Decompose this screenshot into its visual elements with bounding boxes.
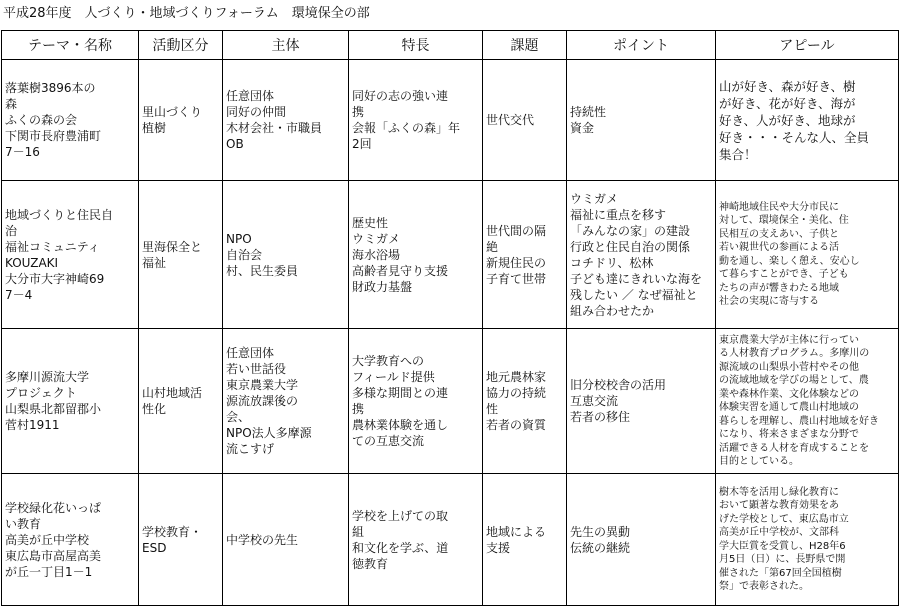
cell-line: 神崎地域住民や大分市民に (719, 201, 839, 213)
cell-line: 好き、人が好き、地球が (719, 112, 856, 128)
cell-line: 学校教育・ (142, 524, 203, 539)
cell-line: が丘一丁目1－1 (5, 564, 93, 579)
cell-line: 子ども達にきれいな海を (570, 271, 703, 286)
cell-line: 流こすげ (226, 442, 275, 456)
cell-line: 組 (352, 524, 365, 539)
cell-line: ての互恵交流 (352, 434, 425, 448)
cell-line: 福祉コミュニティ (5, 239, 100, 254)
cell-entity (223, 474, 349, 606)
cell-line: 高美が丘中学校が、文部科 (719, 527, 839, 538)
cell-line: ふくの森の会 (5, 113, 78, 127)
cell-line: 若者の資質 (486, 418, 547, 432)
cell-issues (483, 329, 567, 474)
cell-line: 里山づくり (142, 105, 203, 119)
cell-line: 下関市長府豊浦町 (5, 129, 102, 143)
cell-line: 若い世話役 (226, 362, 287, 376)
cell-line: 徳教育 (352, 556, 389, 571)
cell-line: 山梨県北都留郡小 (5, 402, 102, 416)
cell-line: 多様な期間との連 (352, 386, 449, 400)
cell-line: 子育て世帯 (486, 271, 547, 286)
cell-line: 絶 (486, 239, 499, 254)
cell-line: 残したい ／ なぜ福祉と (570, 287, 698, 302)
cell-line: 森 (5, 97, 18, 111)
cell-line: 村、民生委員 (226, 263, 299, 278)
cell-line: 大分市大字神崎69 (5, 271, 105, 286)
cell-line: 同好の志の強い連 (352, 89, 449, 103)
cell-line: ウミガメ (570, 191, 619, 206)
cell-line: 高美が丘中学校 (5, 532, 90, 547)
column-header-points: ポイント (567, 31, 716, 60)
cell-features (349, 60, 483, 181)
cell-line: 「みんなの家」の建設 (570, 223, 691, 238)
cell-issues (483, 474, 567, 606)
cell-line: 持続性 (570, 105, 607, 119)
cell-line: 新規住民の (486, 255, 547, 270)
cell-line: 会、 (226, 410, 251, 424)
cell-line: ウミガメ (352, 231, 401, 246)
cell-line: 源流域の山梨県小菅村やその他 (719, 361, 859, 373)
table-row (2, 60, 899, 181)
cell-category (139, 181, 223, 329)
cell-line: 植樹 (142, 121, 167, 135)
header-row (2, 31, 899, 60)
cell-points (567, 181, 716, 329)
cell-line: 目的としている。 (719, 456, 799, 467)
cell-line: 地域づくりと住民自 (5, 207, 114, 222)
cell-appeal (716, 60, 899, 181)
cell-line: 高齢者見守り支援 (352, 263, 449, 278)
column-header-issues: 課題 (483, 31, 567, 60)
cell-line: 若者の移住 (570, 410, 631, 424)
cell-line: KOUZAKI (5, 255, 59, 270)
cell-issues (483, 60, 567, 181)
cell-line: 東広島市高屋高美 (5, 548, 102, 563)
cell-line: 若い親世代の参画による活 (719, 242, 839, 253)
table-row (2, 474, 899, 606)
cell-line: 治 (5, 223, 18, 238)
cell-issues (483, 181, 567, 329)
cell-features (349, 329, 483, 474)
cell-line: 農林業体験を通し (352, 418, 449, 432)
cell-features (349, 181, 483, 329)
cell-line: 地域による (486, 524, 547, 539)
cell-category (139, 60, 223, 181)
cell-line: 里海保全と (142, 239, 203, 254)
cell-line: OB (226, 137, 244, 151)
cell-line: 福祉 (142, 255, 167, 270)
cell-line: 学校緑化花いっぱ (5, 500, 102, 515)
cell-line: 歴史性 (352, 215, 389, 230)
cell-line: になり、将来さまざまな分野で (719, 429, 859, 440)
cell-line: 落葉樹3896本の (5, 81, 96, 95)
cell-theme (2, 60, 139, 181)
cell-line: 支援 (486, 540, 511, 555)
cell-line: 自治会 (226, 247, 263, 262)
cell-line: の流域地域を学びの場として、農 (719, 375, 869, 386)
cell-line: 多摩川源流大学 (5, 370, 90, 384)
cell-line: 祭」で表彰された。 (719, 581, 809, 592)
cell-line: て暮らすことができ、子ども (719, 269, 849, 280)
cell-line: ESD (142, 540, 167, 555)
cell-line: NPO法人多摩源 (226, 426, 312, 440)
cell-line: 学校を上げての取 (352, 508, 449, 523)
cell-points (567, 60, 716, 181)
column-header-features: 特長 (349, 31, 483, 60)
cell-line: 木材会社・市職員 (226, 121, 323, 135)
cell-entity (223, 181, 349, 329)
cell-line: 2回 (352, 137, 372, 151)
cell-line: 菅村1911 (5, 418, 60, 432)
cell-line: 会報「ふくの森」年 (352, 121, 461, 135)
column-header-theme: テーマ・名称 (2, 31, 139, 60)
cell-line: 樹木等を活用し緑化教育に (719, 486, 839, 498)
cell-line: 携 (352, 402, 365, 416)
cell-category (139, 474, 223, 606)
cell-line: 伝統の継続 (570, 540, 631, 555)
activity-table (1, 30, 899, 606)
cell-line: 財政力基盤 (352, 279, 413, 294)
cell-line: い教育 (5, 516, 42, 531)
cell-line: 旧分校校舎の活用 (570, 378, 667, 392)
cell-appeal (716, 474, 899, 606)
cell-line: 福祉に重点を移す (570, 207, 667, 222)
column-header-category: 活動区分 (139, 31, 223, 60)
cell-line: 動を通し、楽しく憩え、安心し (719, 255, 860, 267)
cell-line: 地元農林家 (486, 370, 547, 384)
cell-points (567, 329, 716, 474)
table-row (2, 329, 899, 474)
page-title: 平成28年度 人づくり・地域づくりフォーラム 環境保全の部 (3, 6, 370, 21)
cell-line: 携 (352, 105, 365, 119)
cell-appeal (716, 329, 899, 474)
cell-line: 協力の持続 (486, 386, 547, 400)
column-header-appeal: アピール (716, 31, 899, 60)
cell-entity (223, 60, 349, 181)
cell-line: 互恵交流 (570, 394, 619, 408)
cell-appeal (716, 181, 899, 329)
cell-line: 学大臣賞を受賞し、H28年6 (719, 540, 846, 552)
cell-line: げた学校として、東広島市立 (719, 513, 849, 525)
cell-line: プロジェクト (5, 386, 77, 400)
cell-line: 催された「第67回全国植樹 (719, 567, 842, 579)
cell-line: 性 (486, 402, 499, 416)
cell-category (139, 329, 223, 474)
cell-line: 好き・・・そんな人、全員 (719, 129, 870, 145)
cell-line: 海水浴場 (352, 247, 401, 262)
cell-line: 東京農業大学が主体に行ってい (719, 334, 859, 346)
cell-features (349, 474, 483, 606)
cell-line: 性化 (142, 402, 167, 416)
cell-line: 活躍できる人材を育成することを (719, 442, 869, 454)
cell-line: フィールド提供 (352, 370, 435, 384)
cell-theme (2, 181, 139, 329)
cell-line: 行政と住民自治の関係 (570, 239, 691, 254)
cell-line: 体験実習を通して農山村地域の (719, 402, 859, 413)
cell-line: 月5日（日）に、長野県で開 (719, 554, 846, 565)
cell-line: たちの声が響きわたる地域 (719, 282, 839, 294)
cell-line: 源流放課後の (226, 394, 299, 408)
cell-line: 東京農業大学 (226, 378, 299, 392)
cell-line: 和文化を学ぶ、道 (352, 540, 449, 555)
cell-theme (2, 474, 139, 606)
cell-line: 資金 (570, 121, 595, 135)
cell-line: 7－16 (5, 145, 40, 159)
cell-line: 社会の実現に寄与する (719, 296, 819, 307)
cell-line: が好き、花が好き、海が (719, 95, 856, 111)
cell-line: 世代交代 (486, 113, 535, 127)
cell-line: 同好の仲間 (226, 105, 287, 119)
cell-line: る人材教育プログラム。多摩川の (719, 348, 870, 359)
cell-line: 大学教育への (352, 354, 425, 368)
cell-theme (2, 329, 139, 474)
cell-line: 先生の異動 (570, 524, 631, 539)
cell-line: 任意団体 (226, 89, 275, 103)
cell-line: コチドリ、松林 (570, 255, 654, 270)
cell-line: 組み合わせたか (570, 303, 655, 318)
cell-line: 中学校の先生 (226, 532, 299, 547)
cell-line: NPO (226, 231, 252, 246)
cell-line: 対して、環境保全・美化、住 (719, 215, 849, 226)
cell-line: 任意団体 (226, 346, 275, 360)
column-header-entity: 主体 (223, 31, 349, 60)
cell-entity (223, 329, 349, 474)
cell-line: 業や森林作業、文化体験などの (719, 388, 859, 400)
cell-line: 山が好き、森が好き、樹 (719, 78, 856, 94)
cell-line: 民相互の支えあい、子供と (719, 228, 839, 240)
cell-line: 7－4 (5, 287, 33, 302)
cell-line: おいて顕著な教育効果をあ (719, 500, 839, 511)
cell-points (567, 474, 716, 606)
cell-line: 世代間の隔 (486, 223, 547, 238)
cell-line: 暮らしを理解し、農山村地域を好き (719, 415, 879, 427)
table-row (2, 181, 899, 329)
cell-line: 山村地域活 (142, 386, 203, 400)
cell-line: 集合！ (719, 146, 757, 162)
